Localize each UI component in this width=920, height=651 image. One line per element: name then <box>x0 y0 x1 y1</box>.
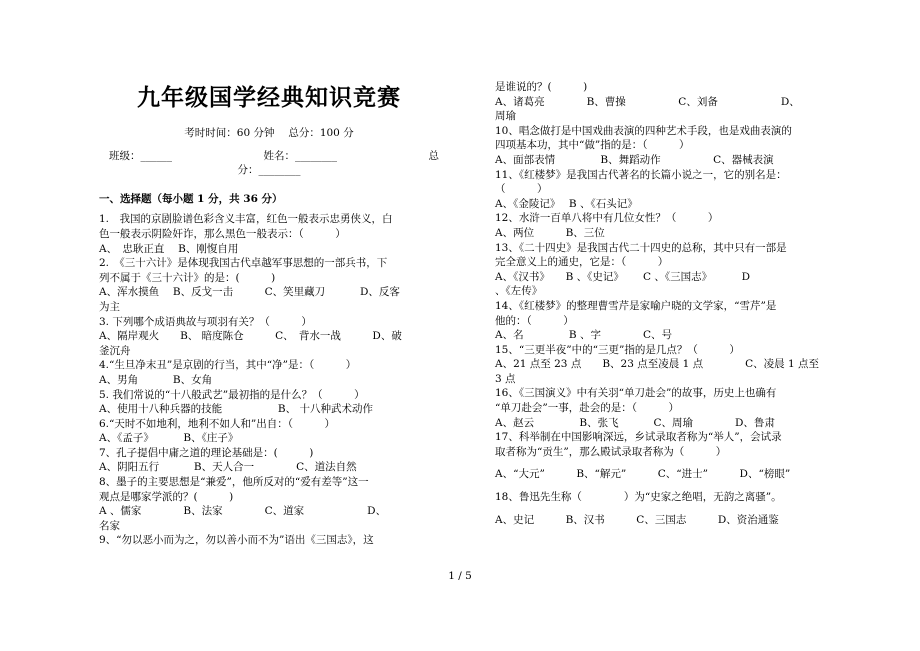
question-line <box>495 505 825 513</box>
left-column <box>99 84 439 548</box>
question-line: 四项基本功，其中“做”指的是：（ ） <box>495 139 690 152</box>
question-line: A、《孟子》 B、《庄子》 <box>99 432 239 445</box>
question-line: 观点是哪家学派的？( ) <box>99 490 234 503</box>
score-field: 分：________ <box>237 164 301 177</box>
name-field: 姓名：________ <box>263 149 337 162</box>
question-line: 10、唱念做打是中国戏曲表演的四种艺术手段，也是戏曲表演的 <box>495 124 792 137</box>
question-line: 14、《红楼梦》的整理曹雪芹是家喻户晓的文学家，“雪芹”是 <box>495 299 777 312</box>
question-line <box>495 459 825 467</box>
question-line: 1. 我国的京剧脸谱色彩含义丰富，红色一般表示忠勇侠义，白 <box>99 213 393 226</box>
question-line: A、男角 B、女角 <box>99 373 213 386</box>
question-line: 周瑜 <box>495 110 516 123</box>
score-field-label: 总 <box>428 149 439 162</box>
question-line: 16、《三国演义》中有关羽“单刀赴会”的故事，历史上也确有 <box>495 387 777 400</box>
question-line: 3. 下列哪个成语典故与项羽有关？（ ） <box>99 315 312 328</box>
question-line: 13、《二十四史》是我国古代二十四史的总称，其中只有一部是 <box>495 241 787 254</box>
question-line: 为主 <box>99 300 120 313</box>
question-line: A、 忠耿正直 B、刚愎自用 <box>99 242 239 255</box>
class-field: 班级：______ <box>109 149 172 162</box>
question-line: 15、“三更半夜”中的“三更”指的是几点？（ ） <box>495 343 740 356</box>
question-line: 列不属于《三十六计》的是：( ) <box>99 271 276 284</box>
question-line: 取者称为“贡生”，那么殿试录取者称为（ ） <box>495 445 727 458</box>
question-line: A、浑水摸鱼 B、反戈一击 C、笑里藏刀 D、反客 <box>99 286 400 299</box>
right-question-list <box>495 80 825 527</box>
question-line: A、诸葛亮 B、曹操 C、刘备 D、 <box>495 95 800 108</box>
question-line: 釜沉舟 <box>99 344 131 357</box>
question-line: 2. 《三十六计》是体现我国古代卓越军事思想的一部兵书，下 <box>99 257 388 270</box>
question-line <box>495 482 825 490</box>
student-fields <box>99 149 439 164</box>
question-line: 4.“生旦净末丑”是京剧的行当，其中“净”是：（ ） <box>99 359 357 372</box>
question-line: A、隔岸观火 B、 暗度陈仓 C、 背水一战 D、破 <box>99 330 402 343</box>
question-line: “单刀赴会”一事，赴会的是：（ ） <box>495 402 679 415</box>
question-line: 18、鲁迅先生称（ ）为“史家之绝唱，无韵之离骚”。 <box>495 491 782 504</box>
exam-meta: 考时时间：60 分钟 总分：100 分 <box>184 127 354 139</box>
question-line: 色一般表示阴险奸诈，那么黑色一般表示：（ ） <box>99 227 346 240</box>
question-line: 5. 我们常说的“十八般武艺”最初指的是什么？（ ） <box>99 388 365 401</box>
question-line: 12、水浒一百单八将中有几位女性？（ ） <box>495 212 719 225</box>
question-line: A、名 B 、字 C、号 <box>495 329 673 342</box>
question-line: （ ） <box>495 183 548 196</box>
question-line: A、《汉书》 B 、《史记》 C 、《三国志》 D <box>495 270 751 283</box>
exam-title: 九年级国学经典知识竞赛 <box>137 84 401 111</box>
question-line: 他的：（ ） <box>495 314 574 327</box>
question-line: 17、科举制在中国影响深远，乡试录取者称为“举人”，会试录 <box>495 431 782 444</box>
question-line: A、21 点至 23 点 B、23 点至凌晨 1 点 C、凌晨 1 点至 <box>495 358 819 371</box>
question-line: A 、儒家 B、法家 C、道家 D、 <box>99 505 387 518</box>
question-line: 11、《红楼梦》是我国古代著名的长篇小说之一，它的别名是： <box>495 168 787 181</box>
question-line: 3 点 <box>495 372 516 385</box>
question-line: 是谁说的？( ) <box>495 81 588 93</box>
section-heading: 一、选择题（每小题 1 分，共 36 分） <box>99 192 283 205</box>
right-column <box>495 80 825 527</box>
question-line: A、赵云 B、张飞 C、周瑜 D、鲁肃 <box>495 416 775 429</box>
question-line: 6.“天时不如地利，地利不如人和”出自：（ ） <box>99 417 336 430</box>
question-line: A、史记 B、汉书 C、三国志 D、资治通鉴 <box>495 513 779 526</box>
question-line: 7、孔子提倡中庸之道的理论基础是：( ) <box>99 446 314 459</box>
page-number: 1 / 5 <box>448 570 472 582</box>
question-line: 名家 <box>99 519 120 532</box>
left-question-list <box>99 212 439 548</box>
question-line: A、“大元” B、“解元” C、“进士” D、“榜眼” <box>495 468 791 481</box>
question-line: 、《左传》 <box>495 285 543 298</box>
question-line: A、《金陵记》 B 、《石头记》 <box>495 197 638 210</box>
question-line: 完全意义上的通史，它是：（ ） <box>495 256 669 269</box>
question-line: A、两位 B、三位 <box>495 226 605 239</box>
question-line: A、阴阳五行 B、天人合一 C、道法自然 <box>99 461 357 474</box>
question-line: A、使用十八种兵器的技能 B、 十八种武术动作 <box>99 403 373 416</box>
question-line: 9、“勿以恶小而为之，勿以善小而不为”语出《三国志》，这 <box>99 534 374 547</box>
question-line: A、面部表情 B、舞蹈动作 C、器械表演 <box>495 153 774 166</box>
question-line: 8、墨子的主要思想是“兼爱”，他所反对的“爱有差等”这一 <box>99 476 369 489</box>
